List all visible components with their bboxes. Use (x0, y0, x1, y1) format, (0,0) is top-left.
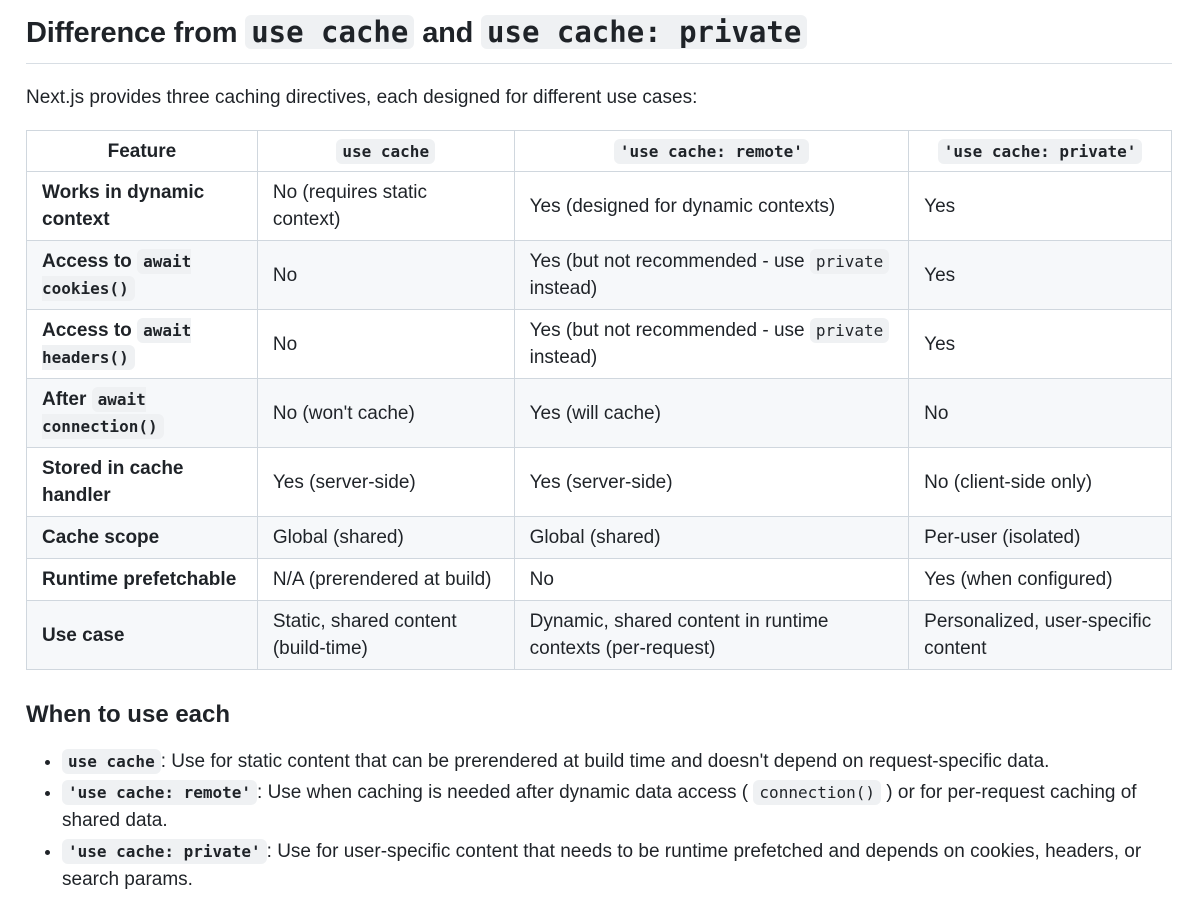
feature-code: await headers() (42, 318, 191, 370)
list-item-text-after: ) or for per-request caching of shared data. (62, 782, 1137, 831)
list-item-code: 'use cache: remote' (62, 780, 257, 805)
remote-cell (514, 310, 909, 379)
table-header-row (27, 131, 1172, 172)
remote-suffix: instead) (529, 347, 598, 368)
header-use-cache-remote-code: 'use cache: remote' (614, 139, 809, 164)
feature-cell: Works in dynamic context (27, 172, 258, 241)
remote-cell: Yes (designed for dynamic contexts) (514, 172, 909, 241)
header-use-cache (257, 131, 514, 172)
private-cell: No (client-side only) (909, 448, 1172, 517)
table-row (27, 517, 1172, 559)
private-cell: Yes (909, 310, 1172, 379)
use-cache-cell: No (requires static context) (257, 172, 514, 241)
header-use-cache-remote (514, 131, 909, 172)
table-row (27, 241, 1172, 310)
private-cell: Per-user (isolated) (909, 517, 1172, 559)
feature-cell: Runtime prefetchable (27, 559, 258, 601)
table-row (27, 310, 1172, 379)
feature-cell (27, 241, 258, 310)
private-cell: Yes (909, 241, 1172, 310)
table-row (27, 448, 1172, 517)
list-item-code: use cache (62, 749, 161, 774)
table-row (27, 559, 1172, 601)
feature-prefix: Access to (42, 251, 132, 272)
comparison-table (26, 130, 1172, 670)
list-item-text: : Use for user-specific content that needs to be runtime prefetched and depends on cookies, headers, or search params. (62, 841, 1142, 890)
list-item (62, 748, 1172, 776)
title-prefix: Difference from (26, 17, 238, 49)
list-item (62, 779, 1172, 835)
feature-code: await connection() (42, 387, 164, 439)
list-item-inline-code: connection() (753, 780, 881, 805)
intro-paragraph: Next.js provides three caching directives, each designed for different use cases: (26, 87, 698, 108)
feature-code: await cookies() (42, 249, 191, 301)
remote-prefix: Yes (but not recommended - use (529, 320, 805, 341)
private-cell: No (909, 379, 1172, 448)
list-item-code: 'use cache: private' (62, 839, 267, 864)
header-use-cache-private-code: 'use cache: private' (938, 139, 1143, 164)
header-use-cache-private (909, 131, 1172, 172)
remote-inline-code: private (810, 318, 889, 343)
feature-prefix: Access to (42, 320, 132, 341)
use-cache-cell: Static, shared content (build-time) (257, 601, 514, 670)
remote-cell: No (514, 559, 909, 601)
title-joiner: and (422, 17, 474, 49)
remote-cell: Yes (server-side) (514, 448, 909, 517)
list-item-text-before: : Use when caching is needed after dynamic data access ( (257, 782, 749, 803)
remote-cell (514, 241, 909, 310)
feature-cell: Cache scope (27, 517, 258, 559)
use-cache-cell: N/A (prerendered at build) (257, 559, 514, 601)
table-row (27, 172, 1172, 241)
header-feature: Feature (27, 131, 258, 172)
private-cell: Yes (when configured) (909, 559, 1172, 601)
private-cell: Personalized, user-specific content (909, 601, 1172, 670)
feature-cell (27, 379, 258, 448)
remote-prefix: Yes (but not recommended - use (529, 251, 805, 272)
section-heading: When to use each (26, 701, 231, 728)
feature-cell: Use case (27, 601, 258, 670)
remote-cell: Yes (will cache) (514, 379, 909, 448)
table-row (27, 601, 1172, 670)
page-title (26, 0, 1172, 64)
use-cache-cell: No (won't cache) (257, 379, 514, 448)
list-item (62, 838, 1172, 894)
remote-suffix: instead) (529, 278, 598, 299)
usage-list (26, 748, 1172, 894)
feature-cell: Stored in cache handler (27, 448, 258, 517)
header-use-cache-code: use cache (336, 139, 435, 164)
feature-cell (27, 310, 258, 379)
title-code-use-cache-private: use cache: private (481, 15, 807, 49)
use-cache-cell: No (257, 310, 514, 379)
remote-cell: Global (shared) (514, 517, 909, 559)
remote-inline-code: private (810, 249, 889, 274)
title-code-use-cache: use cache (245, 15, 414, 49)
use-cache-cell: No (257, 241, 514, 310)
private-cell: Yes (909, 172, 1172, 241)
feature-prefix: After (42, 389, 87, 410)
use-cache-cell: Global (shared) (257, 517, 514, 559)
use-cache-cell: Yes (server-side) (257, 448, 514, 517)
list-item-text: : Use for static content that can be prerendered at build time and doesn't depend on request-specific data. (160, 751, 1050, 772)
table-row (27, 379, 1172, 448)
remote-cell: Dynamic, shared content in runtime contexts (per-request) (514, 601, 909, 670)
